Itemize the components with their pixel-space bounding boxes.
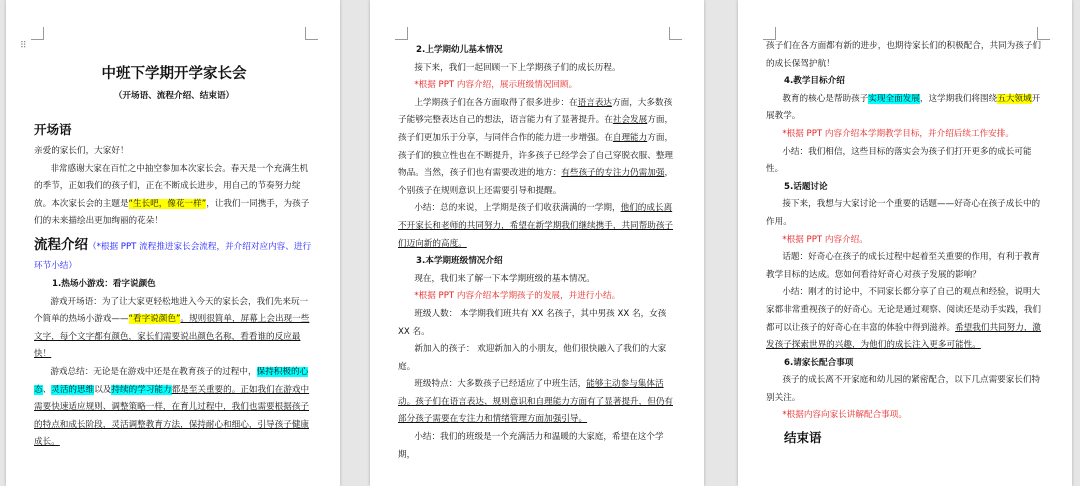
page-1-body[interactable]: [34, 42, 314, 452]
new-children: 新加入的孩子： 欢迎新加入的小朋友，他们很快融入了我们的大家庭。: [398, 344, 667, 372]
topic-intro: 接下来，我想与大家讨论一个重要的话题——好奇心在孩子成长中的作用。: [766, 199, 1041, 227]
document-page-1: [6, 0, 340, 486]
heading-process: 流程介绍（*根据 PPT 流程推进家长会流程，并介绍对应内容、进行环节小结）: [34, 236, 312, 271]
document-subtitle: （开场语、流程介绍、结束语）: [113, 91, 235, 101]
section-2-title: 2.上学期幼儿基本情况: [416, 45, 503, 55]
cooperation-intro: 孩子的成长离不开家庭和幼儿园的紧密配合，以下几点需要家长们特别关注。: [766, 375, 1041, 403]
process-note: （*根据 PPT 流程推进家长会流程，并介绍对应内容、进行环节小结）: [34, 241, 312, 271]
document-page-3: [738, 0, 1072, 486]
ppt-note: *根据 PPT 内容介绍，展示班级情况回顾。: [414, 80, 578, 91]
section-3-summary: 小结：我们的班级是一个充满活力和温暖的大家庭，希望在这个学期，: [398, 432, 664, 460]
section-3-title: 3.本学期班级情况介绍: [416, 256, 503, 267]
section-6-title: 6.请家长配合事项: [784, 357, 854, 368]
page-corner-mark: [305, 27, 318, 40]
drag-handle-icon[interactable]: ⠿: [20, 41, 28, 51]
document-page-2: [370, 0, 704, 486]
continued-text: 孩子们在各方面都有新的进步，也期待家长们的积极配合，共同为孩子们的成长保驾护航！: [766, 41, 1042, 69]
page-corner-mark: [669, 27, 682, 40]
section-2-summary: 小结：总的来说，上学期是孩子们收获满满的一学期，他们的成长离不开家长和老师的共同努力，希望在新学期我们继续携手，共同帮助孩子们迈向新的高度。: [398, 203, 674, 249]
greeting: 亲爱的家长们，大家好！: [34, 146, 129, 156]
page-3-body[interactable]: [766, 38, 1046, 447]
class-features: 班级特点：大多数孩子已经适应了中班生活，能够主动参与集体活动。孩子们在语言表达、规则意识和自理能力方面有了显著提升，但仍有部分孩子需要在专注力和情绪管理方面加强引导。: [398, 379, 674, 425]
heading-opening: 开场语: [34, 122, 72, 137]
ppt-note: *根据 PPT 内容介绍本学期教学目标，并介绍后续工作安排。: [782, 128, 1014, 139]
topic-question: 话题：好奇心在孩子的成长过程中起着至关重要的作用，有利于教育教学目标的达成。您如何看待好奇心对孩子发展的影响？: [766, 252, 1041, 280]
progress-paragraph: 上学期孩子们在各方面取得了很多进步：在语言表达方面，大多数孩子能够完整表达自己的想法，语言能力有了显著提升。在社会发展方面，孩子们更加乐于分享，与同伴合作的能力进一步增强。在自理能力方面，孩子们的独立性也在不断提升，许多孩子已经学会了自己穿脱衣服、整理物品。当然，孩子们也有需要改进的地方：有些孩子的专注力仍需加强，个别孩子在规则意识上还需要引导和提醒。: [398, 97, 674, 196]
heading-closing: 结束语: [784, 430, 822, 446]
section-4-summary: 小结：我们相信，这些目标的落实会为孩子们打开更多的成长可能性。: [766, 146, 1032, 175]
ppt-note: *根据内容向家长讲解配合事项。: [782, 410, 907, 421]
page-corner-mark: [31, 27, 44, 40]
section-3-intro: 现在，我们来了解一下本学期班级的基本情况。: [414, 273, 595, 284]
section-2-intro: 接下来，我们一起回顾一下上学期孩子们的成长历程。: [414, 62, 621, 73]
section-4-title: 4.教学目标介绍: [784, 76, 845, 87]
ppt-note: *根据 PPT 内容介绍本学期孩子的发展，并进行小结。: [414, 291, 621, 302]
page-2-body[interactable]: [398, 42, 678, 464]
section-1-title: 1.热场小游戏：看字说颜色: [52, 278, 156, 289]
game-intro: 游戏开场语：为了让大家更轻松地进入今天的家长会，我们先来玩一个简单的热场小游戏——“看字说颜色”。规则很简单，屏幕上会出现一些文字，每个文字都有颜色，家长们需要说出颜色名称，看看谁的反应最快！: [34, 296, 310, 360]
page-corner-mark: [395, 27, 408, 40]
ppt-note: *根据 PPT 内容介绍。: [782, 234, 868, 245]
theme-highlight: “生长吧，像花一样”: [128, 198, 207, 209]
section-5-summary: 小结：刚才的讨论中，不同家长都分享了自己的观点和经验，说明大家都非常重视孩子的好奇心。无论是通过观察、阅读还是动手实践，我们都可以让孩子的好奇心在丰富的体验中得到滋养。希望我们共同努力，激发孩子探索世界的兴趣，为他们的成长注入更多可能性。: [766, 287, 1042, 351]
teaching-goals: 教育的核心是帮助孩子实现全面发展，这学期我们将围绕五大领域开展教学。: [766, 93, 1041, 122]
class-count: 班级人数： 本学期我们班共有 XX 名孩子，其中男孩 XX 名，女孩 XX 名。: [398, 308, 667, 337]
opening-paragraph: 非常感谢大家在百忙之中抽空参加本次家长会。春天是一个充满生机的季节，正如我们的孩子们，正在不断成长进步，用自己的节奏努力绽放。本次家长会的主题是“生长吧，像花一样”，让我们一同携手，为孩子们的未来描绘出更加绚丽的花朵！: [34, 163, 310, 227]
document-title: 中班下学期开学家长会: [101, 66, 247, 82]
section-5-title: 5.话题讨论: [784, 181, 828, 192]
game-name-highlight: “看字说颜色”: [128, 314, 181, 325]
game-summary: 游戏总结：无论是在游戏中还是在教育孩子的过程中，保持积极的心态、灵活的思维以及持续的学习能力都是至关重要的。正如我们在游戏中需要快速适应规则、调整策略一样，在育儿过程中，我们也需要根据孩子的特点和成长阶段，灵活调整教育方法，保持耐心和细心，引导孩子健康成长。: [34, 366, 310, 448]
